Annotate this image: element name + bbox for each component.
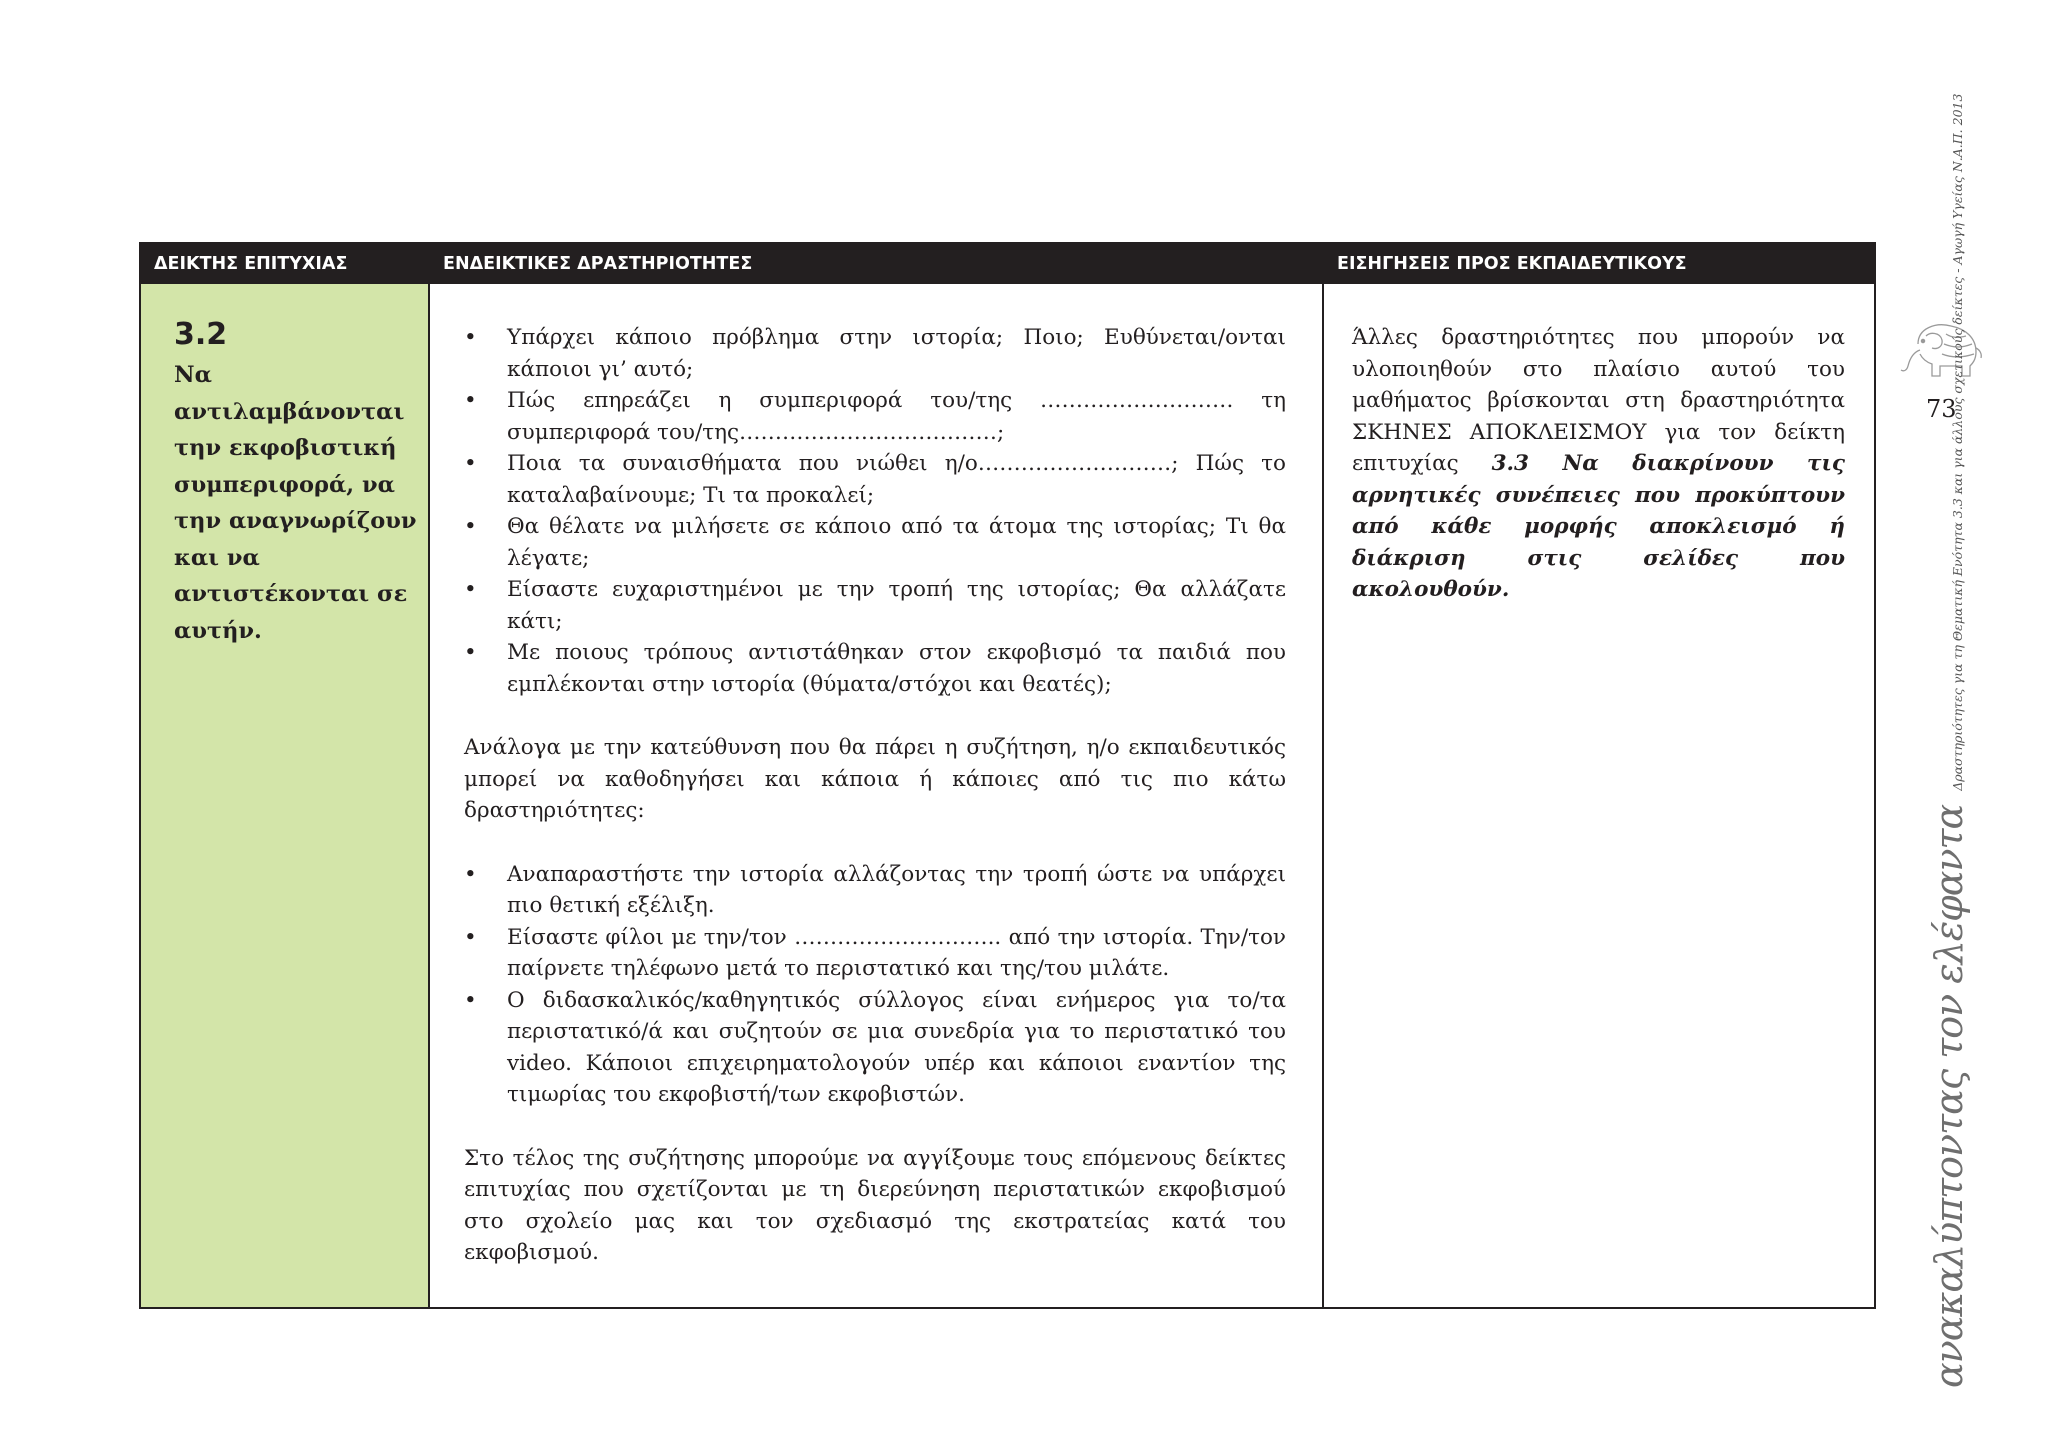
list-item: • Υπάρχει κάποιο πρόβλημα στην ιστορία; Ποιο; Ευθύνεται/ονται κάποιοι γι’ αυτό; bbox=[464, 322, 1286, 385]
list-item: • Πώς επηρεάζει η συμπεριφορά του/της ……………………… τη συμπεριφορά του/της………………………………; bbox=[464, 385, 1286, 448]
column-divider bbox=[1322, 244, 1324, 1307]
header-success-indicator: ΔΕΙΚΤΗΣ ΕΠΙΤΥΧΙΑΣ bbox=[141, 244, 428, 284]
indicator-number: 3.2 bbox=[174, 317, 228, 352]
activities-column bbox=[464, 322, 1286, 1269]
activity-table bbox=[139, 242, 1876, 1309]
suggestions-column bbox=[1352, 322, 1845, 606]
page-number: 73 bbox=[1926, 395, 1957, 423]
brand-logo-text: ανακαλύπτοντας τον ελέφαντα bbox=[1927, 804, 1971, 1388]
suggestion-text: Άλλες δραστηριότητες που μπορούν να υλοποιηθούν στο πλαίσιο αυτού του μαθήματος βρίσκονται στη δραστηριότητα ΣΚΗΝΕΣ ΑΠΟΚΛΕΙΣΜΟΥ για τον δείκτη επιτυχίας bbox=[1352, 325, 1845, 476]
list-item: • Είσαστε φίλοι με την/τον ……………………….. από την ιστορία. Την/τον παίρνετε τηλέφωνο μετά το περιστατικό και της/του μιλάτε. bbox=[464, 922, 1286, 985]
list-item: • Με ποιους τρόπους αντιστάθηκαν στον εκφοβισμό τα παιδιά που εμπλέκονται στην ιστορία (θύματα/στόχοι και θεατές); bbox=[464, 637, 1286, 700]
side-caption bbox=[1927, 94, 1971, 1388]
column-divider bbox=[428, 244, 430, 1307]
closing-paragraph: Στο τέλος της συζήτησης μπορούμε να αγγίξουμε τους επόμενους δείκτες επιτυχίας που σχετίζονται με τη διερεύνηση περιστατικών εκφοβισμού στο σχολείο μας και τον σχεδιασμό της εκστρατείας κατά του εκφοβισμού. bbox=[464, 1145, 1286, 1265]
suggestion-paragraph bbox=[1352, 322, 1845, 606]
indicator-column bbox=[141, 284, 428, 1307]
list-item: • Αναπαραστήστε την ιστορία αλλάζοντας την τροπή ώστε να υπάρχει πιο θετική εξέλιξη. bbox=[464, 859, 1286, 922]
guidance-paragraph: Ανάλογα με την κατεύθυνση που θα πάρει η συζήτηση, η/ο εκπαιδευτικός μπορεί να καθοδηγήσει και κάποια ή κάποιες από τις πιο κάτω δραστηριότητες: bbox=[464, 735, 1286, 823]
list-item: • Θα θέλατε να μιλήσετε σε κάποιο από τα άτομα της ιστορίας; Τι θα λέγατε; bbox=[464, 511, 1286, 574]
side-margin bbox=[1890, 93, 2016, 1400]
task-list bbox=[464, 859, 1286, 1111]
list-item: • Ο διδασκαλικός/καθηγητικός σύλλογος είναι ενήμερος για το/τα περιστατικό/ά και συζητούν σε μια συνεδρία για το περιστατικό του video. Κάποιοι επιχειρηματολογούν υπέρ και κάποιοι εναντίον της τιμωρίας του εκφοβιστή/των εκφοβιστών. bbox=[464, 985, 1286, 1111]
side-subtitle: Δραστηριότητες για τη Θεματική Ενότητα 3.3 και για άλλους σχετικούς δείκτες - Αγωγή Υγείας Ν.Α.Π. 2013 bbox=[1950, 93, 1965, 791]
indicator-text: Να αντιλαμβάνονται την εκφοβιστική συμπεριφορά, να την αναγνωρίζουν και να αντιστέκονται σε αυτήν. bbox=[174, 362, 417, 644]
suggestion-emphasis: 3.3 Να διακρίνουν τις αρνητικές συνέπειες που προκύπτουν από κάθε μορφής αποκλεισμό ή διάκριση στις σελίδες που ακολουθούν. bbox=[1352, 451, 1846, 602]
list-item: • Ποια τα συναισθήματα που νιώθει η/ο………………………; Πώς το καταλαβαίνουμε; Τι τα προκαλεί; bbox=[464, 448, 1286, 511]
header-teacher-suggestions: ΕΙΣΗΓΗΣΕΙΣ ΠΡΟΣ ΕΚΠΑΙΔΕΥΤΙΚΟΥΣ bbox=[1324, 244, 1874, 284]
question-list bbox=[464, 322, 1286, 700]
header-activities: ΕΝΔΕΙΚΤΙΚΕΣ ΔΡΑΣΤΗΡΙΟΤΗΤΕΣ bbox=[430, 244, 1322, 284]
list-item: • Είσαστε ευχαριστημένοι με την τροπή της ιστορίας; Θα αλλάζατε κάτι; bbox=[464, 574, 1286, 637]
